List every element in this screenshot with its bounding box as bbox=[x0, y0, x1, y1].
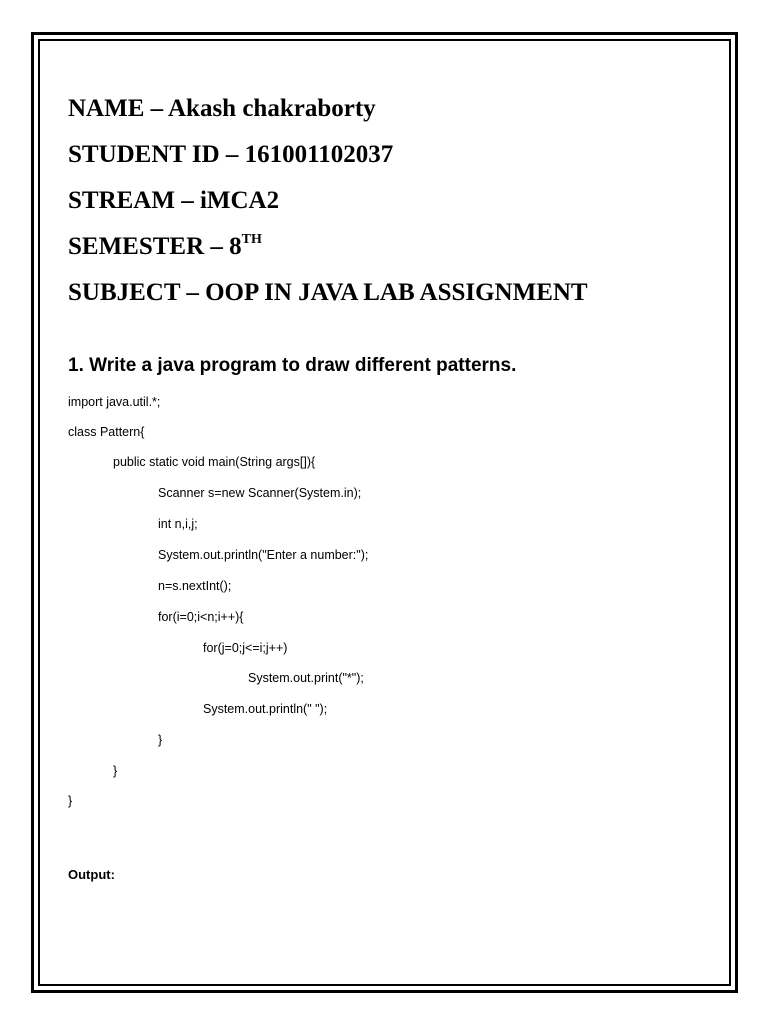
code-line: System.out.println(" "); bbox=[203, 702, 328, 716]
semester-value: SEMESTER – 8 bbox=[68, 233, 242, 260]
code-line: System.out.println("Enter a number:"); bbox=[158, 548, 369, 562]
question-title: 1. Write a java program to draw different patterns. bbox=[68, 355, 517, 376]
code-line: } bbox=[113, 764, 118, 778]
code-line: } bbox=[68, 794, 73, 808]
code-line: for(j=0;j<=i;j++) bbox=[203, 641, 288, 655]
code-line: n=s.nextInt(); bbox=[158, 579, 232, 593]
subject: SUBJECT – OOP IN JAVA LAB ASSIGNMENT bbox=[68, 279, 588, 306]
code-line: int n,i,j; bbox=[158, 517, 198, 531]
code-line: System.out.print("*"); bbox=[248, 671, 364, 685]
code-line: class Pattern{ bbox=[68, 425, 145, 439]
semester bbox=[68, 232, 262, 262]
code-line: public static void main(String args[]){ bbox=[113, 455, 316, 469]
code-line: for(i=0;i<n;i++){ bbox=[158, 610, 244, 624]
student-name: NAME – Akash chakraborty bbox=[68, 95, 376, 122]
student-id: STUDENT ID – 161001102037 bbox=[68, 141, 394, 168]
stream: STREAM – iMCA2 bbox=[68, 187, 280, 214]
page-border-inner bbox=[38, 39, 731, 986]
code-line: } bbox=[158, 733, 163, 747]
semester-ordinal-suffix: TH bbox=[241, 231, 262, 247]
output-label: Output: bbox=[68, 867, 115, 882]
code-line: Scanner s=new Scanner(System.in); bbox=[158, 486, 362, 500]
code-line: import java.util.*; bbox=[68, 395, 161, 409]
